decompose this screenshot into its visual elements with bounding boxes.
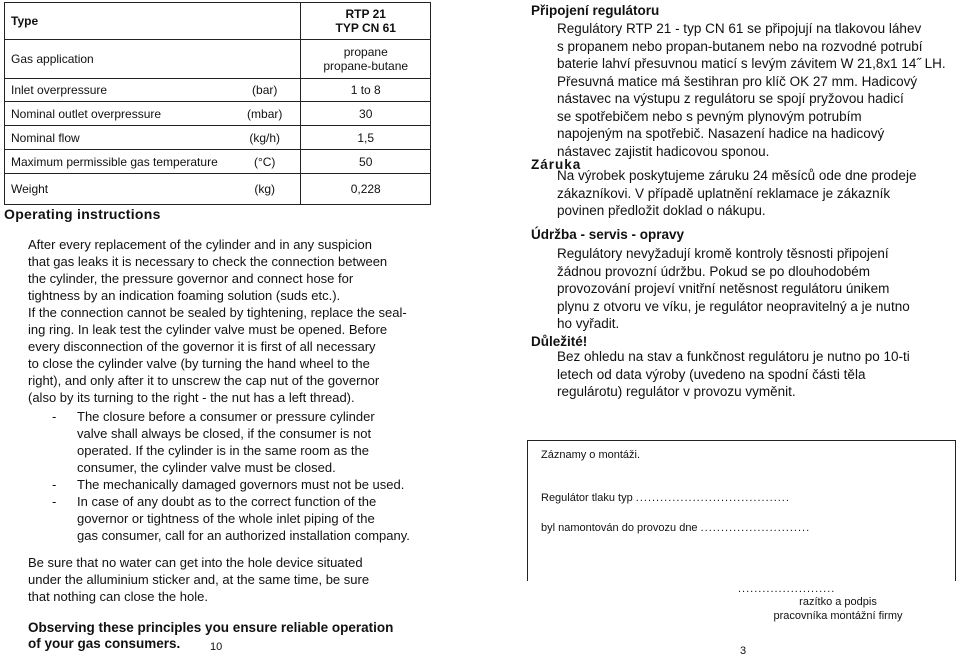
important-heading: Důležité! <box>531 334 588 349</box>
text-line: povinen předložit doklad o nákupu. <box>557 203 766 218</box>
installation-record-box <box>527 440 956 581</box>
bullet-item <box>52 408 442 476</box>
bullet-dash: - <box>52 409 57 424</box>
text-line: se spotřebičem nebo s pevným plynovým potrubím <box>557 108 862 124</box>
bullet-list <box>52 408 442 544</box>
text-line: ho vyřadit. <box>557 316 620 331</box>
maintenance-paragraph <box>557 245 957 333</box>
type-value <box>301 3 431 40</box>
text-line: If the connection cannot be sealed by tightening, replace the seal- <box>28 305 407 320</box>
regulator-type-field <box>541 492 790 504</box>
install-date-field <box>541 522 810 534</box>
spec-row <box>5 150 431 174</box>
page-number-left: 10 <box>210 641 223 653</box>
text-line: that gas leaks it is necessary to check the connection between <box>28 254 388 269</box>
spec-row-label: Nominal flow <box>5 126 229 150</box>
signature-caption-line: razítko a podpis <box>799 596 877 608</box>
spec-row-unit: (kg) <box>229 174 301 205</box>
signature-caption-line: pracovníka montážní firmy <box>773 610 903 622</box>
install-date-dots: ........................... <box>700 522 811 534</box>
paragraph-hole <box>28 554 438 605</box>
type-value-2: TYP CN 61 <box>335 21 396 35</box>
spec-row <box>5 126 431 150</box>
bullet-item <box>52 476 442 493</box>
spec-row-gas <box>5 40 431 79</box>
text-line: nástavec zajistit hadicovou sponou. <box>557 143 770 159</box>
text-line: Observing these principles you ensure reliable operation <box>28 620 394 635</box>
regulator-type-label: Regulátor tlaku typ <box>541 492 633 504</box>
spec-row-value: 1 to 8 <box>301 79 431 102</box>
page-number-right: 3 <box>740 645 747 657</box>
gas-label: Gas application <box>5 40 301 79</box>
text-line: Na výrobek poskytujeme záruku 24 měsíců ode dne prodeje <box>557 168 917 183</box>
text-line: valve shall always be closed, if the consumer is not <box>77 426 372 441</box>
spec-row <box>5 102 431 126</box>
spec-row-value: 30 <box>301 102 431 126</box>
text-line: every disconnection of the governor it is first of all necessary <box>28 339 376 354</box>
text-line: The closure before a consumer or pressure cylinder <box>77 409 375 424</box>
spec-table <box>4 2 431 205</box>
text-line: that nothing can close the hole. <box>28 589 208 604</box>
text-line: provozování projeví vnitřní netěsnost regulátoru únikem <box>557 281 890 296</box>
text-line: regulárotu) regulátor v provozu vyměnit. <box>557 384 796 399</box>
spec-row-value: 50 <box>301 150 431 174</box>
spec-row-label: Nominal outlet overpressure <box>5 102 229 126</box>
spec-row-unit: (°C) <box>229 150 301 174</box>
text-line: of your gas consumers. <box>28 636 181 651</box>
text-line: Be sure that no water can get into the hole device situated <box>28 555 363 570</box>
text-line: Regulátory nevyžadují kromě kontroly těsnosti připojení <box>557 246 889 261</box>
text-line: Regulátory RTP 21 - typ CN 61 se připojují na tlakovou láhev <box>557 21 922 36</box>
text-line: ing ring. In leak test the cylinder valve must be opened. Before <box>28 322 388 337</box>
text-line: right), and only after it to unscrew the cap nut of the governor <box>28 373 380 388</box>
text-line: The mechanically damaged governors must not be used. <box>77 477 405 492</box>
warranty-heading: Záruka <box>531 157 582 172</box>
gas-value-2: propane-butane <box>323 59 409 73</box>
signature-caption <box>738 595 938 623</box>
text-line: to close the cylinder valve (by turning the hand wheel to the <box>28 356 370 371</box>
install-date-label: byl namontován do provozu dne <box>541 522 698 534</box>
maintenance-heading: Údržba - servis - opravy <box>531 227 685 242</box>
text-line: (also by its turning to the right - the nut has a left thread). <box>28 390 355 405</box>
spec-row-unit: (kg/h) <box>229 126 301 150</box>
text-line: Přesuvná matice má šestihran pro klíč OK 27 mm. Hadicový <box>557 73 918 89</box>
text-line: consumer, the cylinder valve must be closed. <box>77 460 336 475</box>
installation-record-title: Záznamy o montáži. <box>541 449 641 461</box>
gas-value-1: propane <box>343 45 388 59</box>
text-line: plynu z otvoru ve víku, je regulátor neopravitelný a je nutno <box>557 298 910 314</box>
spec-row-unit: (bar) <box>229 79 301 102</box>
operating-instructions-heading: Operating instructions <box>4 206 161 222</box>
text-line: baterie lahví přesuvnou maticí s levým závitem W 21,8x1 14˝ LH. <box>557 56 946 71</box>
spec-row-label: Weight <box>5 174 229 205</box>
text-line: zákazníkovi. V případě uplatnění reklamace je zákazník <box>557 185 891 201</box>
connection-heading: Připojení regulátoru <box>531 3 660 18</box>
warranty-paragraph <box>557 167 957 220</box>
regulator-type-dots: ...................................... <box>635 492 790 504</box>
spec-row-unit: (mbar) <box>229 102 301 126</box>
gas-value <box>301 40 431 79</box>
text-line: Bez ohledu na stav a funkčnost regulátoru je nutno po 10-ti <box>557 349 910 364</box>
spec-row-value: 0,228 <box>301 174 431 205</box>
closing-statement <box>28 620 438 652</box>
text-line: nástavec na výstupu z regulátoru se spojí pryžovou hadicí <box>557 91 904 106</box>
text-line: žádnou provozní údržbu. Pokud se po dlouhodobém <box>557 263 870 279</box>
text-line: letech od data výroby (uvedeno na spodní části těla <box>557 366 866 382</box>
spec-row-label: Inlet overpressure <box>5 79 229 102</box>
connection-paragraph <box>557 20 957 160</box>
spec-row-label: Maximum permissible gas temperature <box>5 150 229 174</box>
text-line: under the alluminium sticker and, at the same time, be sure <box>28 572 370 587</box>
signature-dots: ........................ <box>738 583 836 595</box>
spec-row-value: 1,5 <box>301 126 431 150</box>
type-label: Type <box>5 3 301 40</box>
important-paragraph <box>557 348 957 401</box>
spec-row-type <box>5 3 431 40</box>
type-value-1: RTP 21 <box>345 7 386 21</box>
bullet-item <box>52 493 442 544</box>
text-line: operated. If the cylinder is in the same room as the <box>77 443 369 458</box>
text-line: In case of any doubt as to the correct function of the <box>77 494 377 509</box>
paragraph-intro <box>28 236 438 406</box>
text-line: After every replacement of the cylinder and in any suspicion <box>28 237 372 252</box>
spec-row <box>5 79 431 102</box>
text-line: gas consumer, call for an authorized installation company. <box>77 528 410 543</box>
text-line: s propanem nebo propan-butanem nebo na rozvodné potrubí <box>557 38 923 54</box>
bullet-dash: - <box>52 477 57 492</box>
bullet-dash: - <box>52 494 57 509</box>
text-line: governor or tightness of the whole inlet piping of the <box>77 511 375 526</box>
text-line: tightness by an indication foaming solution (suds etc.). <box>28 288 341 303</box>
text-line: the cylinder, the pressure governor and connect hose for <box>28 271 354 286</box>
spec-row <box>5 174 431 205</box>
text-line: napojeným na spotřebič. Nasazení hadice na hadicový <box>557 126 885 141</box>
